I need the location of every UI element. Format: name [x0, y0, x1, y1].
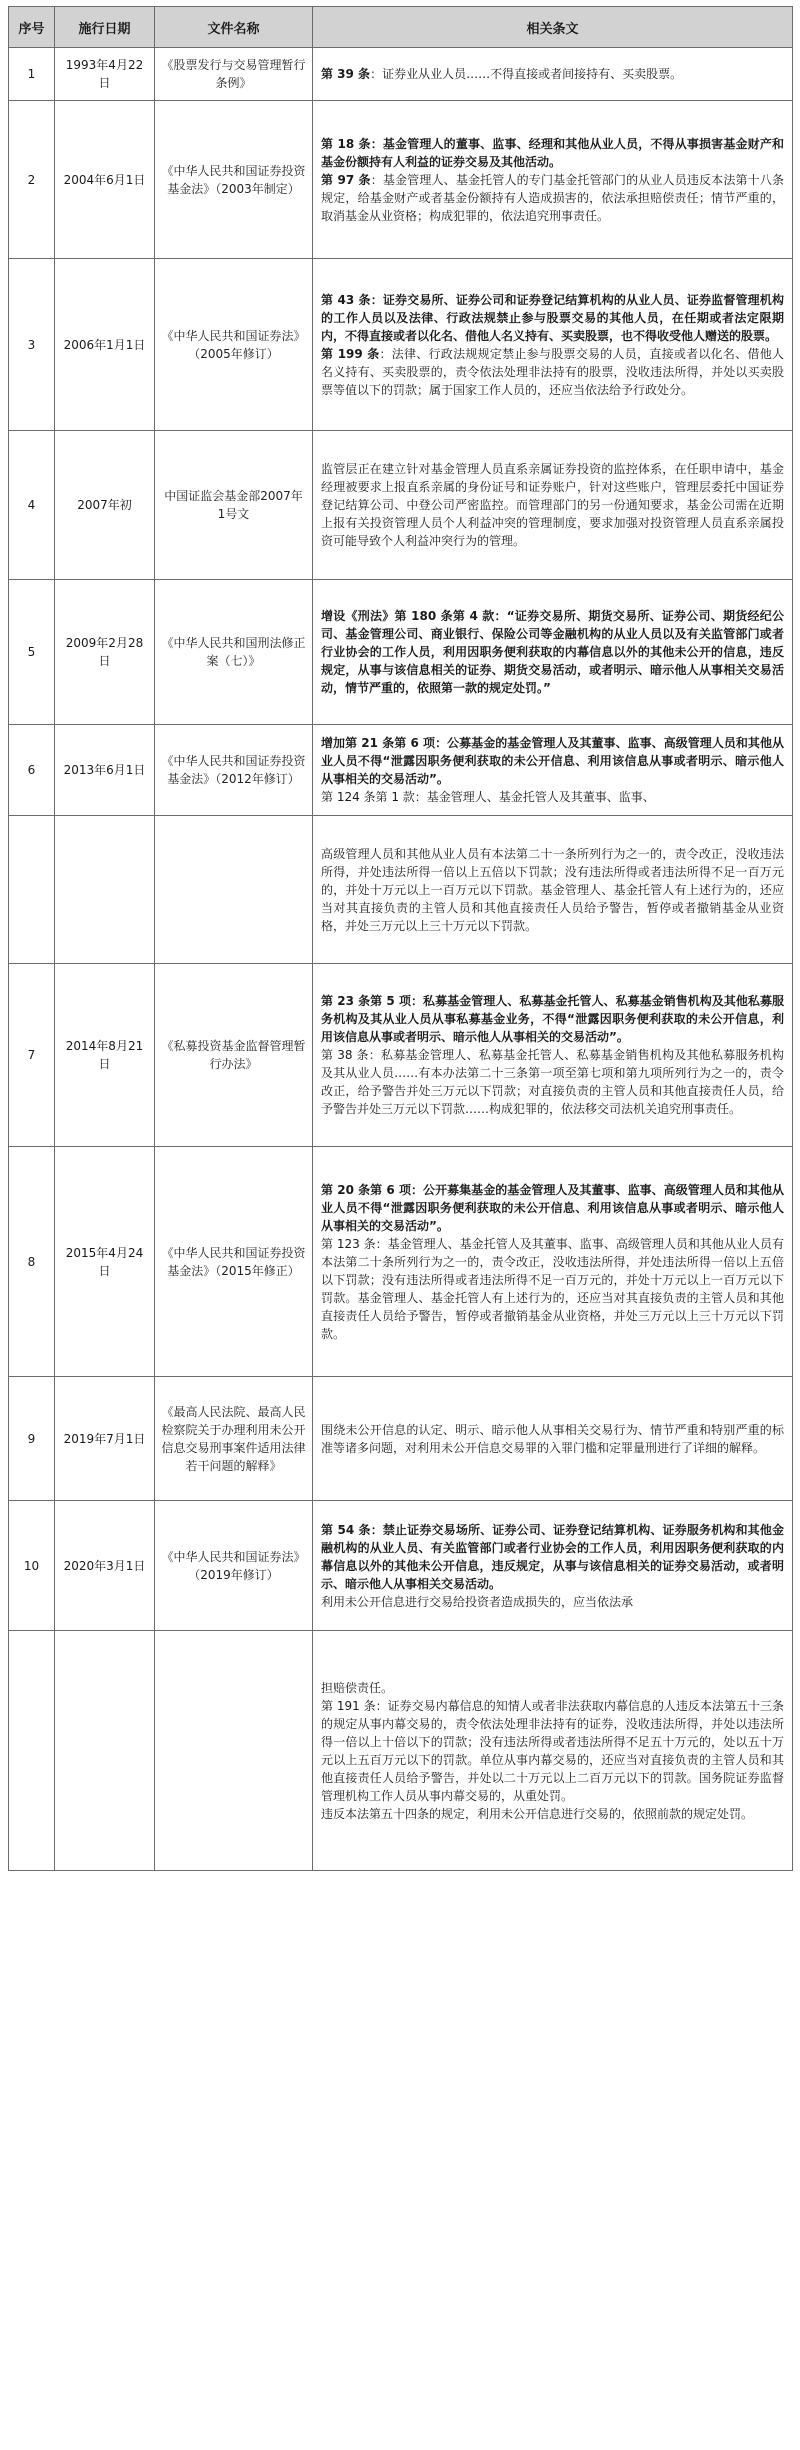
document-name: 《中华人民共和国证券投资基金法》（2003年制定）: [155, 101, 313, 259]
row-number: [9, 816, 55, 964]
clause-paragraph: [321, 460, 784, 550]
document-name: 《中华人民共和国刑法修正案（七）》: [155, 580, 313, 725]
clause-text: 第 38 条：私募基金管理人、私募基金托管人、私募基金销售机构及其他私募服务机构及其从业人员……有本办法第二十三条第一项至第七项和第九项所列行为之一的，责令改正，给予警告并处三万元以下罚款；对直接负责的主管人员和其他直接责任人员，给予警告并处三万元以下罚款……构成犯罪的，依法移交司法机关追究刑事责任。: [321, 1048, 784, 1116]
row-number: 10: [9, 1501, 55, 1631]
clause-text: ：证券交易所、证券公司和证券登记结算机构的从业人员、证券监督管理机构的工作人员以及法律、行政法规禁止参与股票交易的其他人员，在任期或者法定限期内，不得直接或者以化名、借他人名义持有、买卖股票，也不得收受他人赠送的股票。: [321, 292, 784, 343]
header-clause: 相关条文: [313, 7, 793, 48]
clause-text: 高级管理人员和其他从业人员有本法第二十一条所列行为之一的，责令改正，没收违法所得，并处违法所得一倍以上五倍以下罚款；没有违法所得或者违法所得不足一百万元的，并处十万元以上一百万元以下罚款。基金管理人、基金托管人有上述行为的，还应当对其直接负责的主管人员和其他直接责任人员给予警告，暂停或者撤销基金从业资格，并处三万元以上三十万元以下罚款。: [321, 846, 784, 933]
clause-article: 第 18 条: [321, 136, 371, 151]
related-clauses: [313, 259, 793, 431]
effective-date: 2006年1月1日: [55, 259, 155, 431]
table-row: [9, 48, 793, 101]
clause-article: 第 39 条: [321, 67, 371, 81]
row-number: 6: [9, 725, 55, 816]
clause-paragraph: [321, 992, 784, 1046]
table-row: [9, 101, 793, 259]
related-clauses: [313, 580, 793, 725]
clause-paragraph: [321, 171, 784, 225]
clause-paragraph: [321, 1679, 784, 1697]
document-name: 《中华人民共和国证券法》（2019年修订）: [155, 1501, 313, 1631]
effective-date: 2019年7月1日: [55, 1377, 155, 1501]
table-row: [9, 816, 793, 964]
effective-date: 2015年4月24日: [55, 1147, 155, 1377]
clause-text: 增加第 21 条第 6 项：公募基金的基金管理人及其董事、监事、高级管理人员和其他从业人员不得“泄露因职务便利获取的未公开信息、利用该信息从事或者明示、暗示他人从事相关的交易活动”。: [321, 736, 784, 786]
row-number: 5: [9, 580, 55, 725]
clause-article: 第 97 条: [321, 172, 371, 187]
clause-paragraph: [321, 1697, 784, 1805]
header-date: 施行日期: [55, 7, 155, 48]
clause-article: 第 43 条: [321, 292, 371, 307]
document-name: 《中华人民共和国证券投资基金法》（2015年修正）: [155, 1147, 313, 1377]
related-clauses: [313, 964, 793, 1147]
table-row: [9, 580, 793, 725]
related-clauses: [313, 1501, 793, 1631]
clause-text: 第 20 条第 6 项：公开募集基金的基金管理人及其董事、监事、高级管理人员和其他从业人员不得“泄露因职务便利获取的未公开信息、利用该信息从事或者明示、暗示他人从事相关的交易活动”。: [321, 1182, 784, 1233]
table-row: [9, 725, 793, 816]
clause-paragraph: [321, 734, 784, 788]
effective-date: 2014年8月21日: [55, 964, 155, 1147]
related-clauses: [313, 1377, 793, 1501]
effective-date: 2007年初: [55, 431, 155, 580]
effective-date: 2013年6月1日: [55, 725, 155, 816]
clause-text: 第 123 条：基金管理人、基金托管人及其董事、监事、高级管理人员和其他从业人员有本法第二十条所列行为之一的，责令改正，没收违法所得，并处违法所得一倍以上五倍以下罚款；没有违法所得或者违法所得不足一百万元的，并处十万元以上一百万元以下罚款。基金管理人、基金托管人有上述行为的，还应当对其直接负责的主管人员和其他直接责任人员给予警告，暂停或者撤销基金从业资格，并处三万元以上三十万元以下罚款。: [321, 1236, 784, 1341]
row-number: [9, 1631, 55, 1871]
header-num: 序号: [9, 7, 55, 48]
row-number: 1: [9, 48, 55, 101]
related-clauses: [313, 431, 793, 580]
document-name: 《中华人民共和国证券法》（2005年修订）: [155, 259, 313, 431]
clause-paragraph: [321, 291, 784, 345]
effective-date: 2020年3月1日: [55, 1501, 155, 1631]
clause-paragraph: [321, 1046, 784, 1118]
effective-date: 2004年6月1日: [55, 101, 155, 259]
regulation-table: [8, 6, 793, 1871]
clause-paragraph: [321, 1181, 784, 1235]
document-name: 《股票发行与交易管理暂行条例》: [155, 48, 313, 101]
clause-paragraph: [321, 1235, 784, 1343]
table-row: [9, 1501, 793, 1631]
effective-date: 1993年4月22日: [55, 48, 155, 101]
clause-text: 违反本法第五十四条的规定，利用未公开信息进行交易的，依照前款的规定处罚。: [321, 1806, 754, 1821]
related-clauses: [313, 48, 793, 101]
document-name: 中国证监会基金部2007年1号文: [155, 431, 313, 580]
clause-text: 利用未公开信息进行交易给投资者造成损失的，应当依法承: [321, 1594, 634, 1609]
clause-text: 第 23 条第 5 项：私募基金管理人、私募基金托管人、私募基金销售机构及其他私募服务机构及其从业人员从事私募基金业务，不得“泄露因职务便利获取的未公开信息，利用该信息从事或者明示、暗示他人从事相关的交易活动”。: [321, 994, 784, 1044]
effective-date: [55, 1631, 155, 1871]
clause-paragraph: [321, 1421, 784, 1457]
effective-date: [55, 816, 155, 964]
clause-paragraph: [321, 607, 784, 697]
clause-text: 第 54 条：禁止证券交易场所、证券公司、证券登记结算机构、证券服务机构和其他金融机构的从业人员、有关监管部门或者行业协会的工作人员，利用因职务便利获取的内幕信息以外的其他未公开信息，违反规定，从事与该信息相关的证券交易活动，或者明示、暗示他人从事相关交易活动。: [321, 1522, 784, 1591]
clause-paragraph: [321, 1805, 784, 1823]
row-number: 7: [9, 964, 55, 1147]
effective-date: 2009年2月28日: [55, 580, 155, 725]
table-row: [9, 431, 793, 580]
clause-article: 第 199 条: [321, 346, 380, 361]
clause-paragraph: [321, 65, 784, 83]
clause-text: 担赔偿责任。: [321, 1680, 394, 1695]
related-clauses: [313, 1631, 793, 1871]
header-doc: 文件名称: [155, 7, 313, 48]
table-body: [9, 48, 793, 1871]
table-row: [9, 1377, 793, 1501]
clause-text: ：证券业从业人员……不得直接或者间接持有、买卖股票。: [370, 67, 683, 81]
related-clauses: [313, 1147, 793, 1377]
table-header-row: [9, 7, 793, 48]
table-row: [9, 1147, 793, 1377]
row-number: 3: [9, 259, 55, 431]
table-row: [9, 1631, 793, 1871]
document-name: [155, 816, 313, 964]
clause-text: 围绕未公开信息的认定、明示、暗示他人从事相关交易行为、情节严重和特别严重的标准等诸多问题，对利用未公开信息交易罪的入罪门槛和定罪量刑进行了详细的解释。: [321, 1422, 784, 1455]
row-number: 9: [9, 1377, 55, 1501]
clause-text: ：法律、行政法规规定禁止参与股票交易的人员，直接或者以化名、借他人名义持有、买卖股票的，责令依法处理非法持有的股票，没收违法所得，并处以买卖股票等值以下的罚款；属于国家工作人员的，还应当依法给予行政处分。: [321, 346, 784, 397]
clause-text: ：基金管理人、基金托管人的专门基金托管部门的从业人员违反本法第十八条规定，给基金财产或者基金份额持有人造成损害的，依法承担赔偿责任；情节严重的，取消基金从业资格；构成犯罪的，依法追究刑事责任。: [321, 172, 784, 223]
document-name: 《私募投资基金监督管理暂行办法》: [155, 964, 313, 1147]
related-clauses: [313, 816, 793, 964]
document-name: [155, 1631, 313, 1871]
related-clauses: [313, 101, 793, 259]
table-row: [9, 964, 793, 1147]
clause-paragraph: [321, 788, 784, 806]
table-row: [9, 259, 793, 431]
row-number: 2: [9, 101, 55, 259]
clause-paragraph: [321, 135, 784, 171]
clause-text: 增设《刑法》第 180 条第 4 款：“证券交易所、期货交易所、证券公司、期货经纪公司、基金管理公司、商业银行、保险公司等金融机构的从业人员以及有关监管部门或者行业协会的工作人员，利用因职务便利获取的内幕信息以外的其他未公开的信息，违反规定，从事与该信息相关的证券、期货交易活动，或者明示、暗示他人从事相关交易活动，情节严重的，依照第一款的规定处罚。”: [321, 609, 784, 695]
clause-text: 第 124 条第 1 款：基金管理人、基金托管人及其董事、监事、: [321, 790, 655, 804]
document-name: 《中华人民共和国证券投资基金法》（2012年修订）: [155, 725, 313, 816]
clause-paragraph: [321, 1521, 784, 1593]
clause-paragraph: [321, 1593, 784, 1611]
clause-paragraph: [321, 845, 784, 935]
document-name: 《最高人民法院、最高人民检察院关于办理利用未公开信息交易刑事案件适用法律若干问题的解释》: [155, 1377, 313, 1501]
row-number: 4: [9, 431, 55, 580]
clause-text: 监管层正在建立针对基金管理人员直系亲属证券投资的监控体系，在任职申请中，基金经理被要求上报直系亲属的身份证号和证券账户，针对这些账户，管理层委托中国证券登记结算公司、中登公司严密监控。而管理部门的另一份通知要求，基金公司需在近期上报有关投资管理人员个人利益冲突的管理制度，要求加强对投资管理人员直系亲属投资可能导致个人利益冲突行为的管理。: [321, 462, 784, 548]
clause-text: 第 191 条：证券交易内幕信息的知情人或者非法获取内幕信息的人违反本法第五十三条的规定从事内幕交易的，责令依法处理非法持有的证券，没收违法所得，并处以违法所得一倍以上十倍以下的罚款；没有违法所得或者违法所得不足五十万元的，处以五十万元以上五百万元以下的罚款。单位从事内幕交易的，还应当对直接负责的主管人员和其他直接责任人员给予警告，并处以二十万元以上二百万元以下的罚款。国务院证券监督管理机构工作人员从事内幕交易的，从重处罚。: [321, 1698, 784, 1803]
clause-text: ：基金管理人的董事、监事、经理和其他从业人员，不得从事损害基金财产和基金份额持有人利益的证券交易及其他活动。: [321, 136, 784, 169]
row-number: 8: [9, 1147, 55, 1377]
clause-paragraph: [321, 345, 784, 399]
related-clauses: [313, 725, 793, 816]
